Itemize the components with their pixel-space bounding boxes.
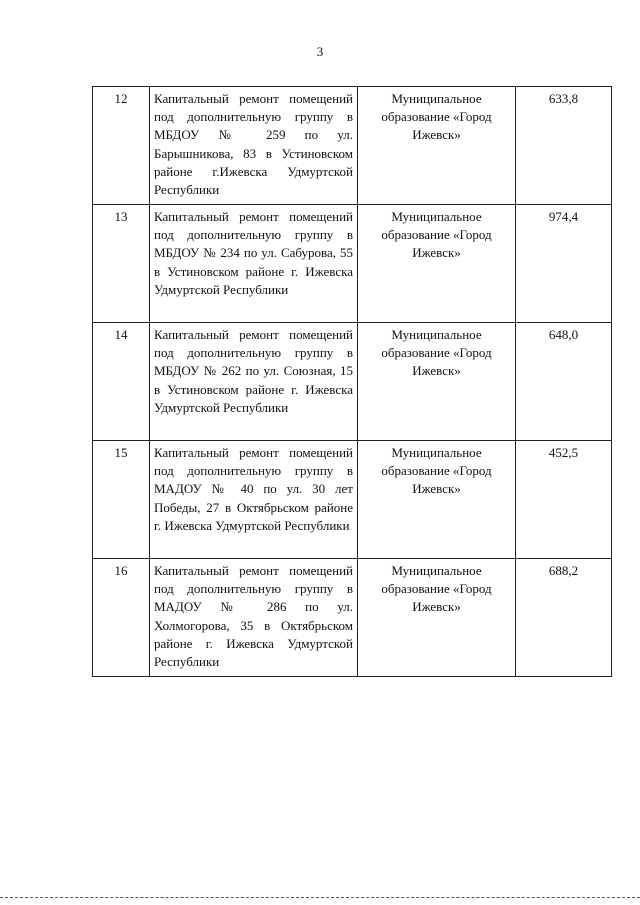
work-description: Капитальный ремонт помещений под дополнительную группу в МБДОУ № 262 по ул. Союзная, 15 в Устиновском районе г. Ижевска Удмуртской Республики	[150, 323, 358, 441]
owner-name: Муниципальное образование «Город Ижевск»	[358, 205, 516, 323]
owner-name: Муниципальное образование «Город Ижевск»	[358, 87, 516, 205]
work-description: Капитальный ремонт помещений под дополнительную группу в МАДОУ № 40 по ул. 30 лет Победы, 27 в Октябрьском районе г. Ижевска Удмуртской Республики	[150, 441, 358, 559]
amount-value: 688,2	[516, 559, 612, 677]
amount-value: 452,5	[516, 441, 612, 559]
table-row	[93, 205, 612, 323]
amount-value: 974,4	[516, 205, 612, 323]
row-number: 13	[93, 205, 150, 323]
amount-value: 648,0	[516, 323, 612, 441]
amount-value: 633,8	[516, 87, 612, 205]
owner-name: Муниципальное образование «Город Ижевск»	[358, 323, 516, 441]
owner-name: Муниципальное образование «Город Ижевск»	[358, 441, 516, 559]
row-number: 14	[93, 323, 150, 441]
work-description: Капитальный ремонт помещений под дополнительную группу в МБДОУ № 234 по ул. Сабурова, 55 в Устиновском районе г. Ижевска Удмуртской Республики	[150, 205, 358, 323]
table-row	[93, 323, 612, 441]
page-bottom-divider	[0, 897, 640, 898]
table-row	[93, 441, 612, 559]
page-number: 3	[316, 44, 324, 59]
work-description: Капитальный ремонт помещений под дополнительную группу в МАДОУ № 286 по ул. Холмогорова, 35 в Октябрьском районе г. Ижевска Удмуртской Республики	[150, 559, 358, 677]
row-number: 16	[93, 559, 150, 677]
row-number: 15	[93, 441, 150, 559]
works-table	[92, 86, 612, 677]
row-number: 12	[93, 87, 150, 205]
work-description: Капитальный ремонт помещений под дополнительную группу в МБДОУ № 259 по ул. Барышникова, 83 в Устиновском районе г.Ижевска Удмуртской Республики	[150, 87, 358, 205]
table-row	[93, 87, 612, 205]
owner-name: Муниципальное образование «Город Ижевск»	[358, 559, 516, 677]
table-row	[93, 559, 612, 677]
